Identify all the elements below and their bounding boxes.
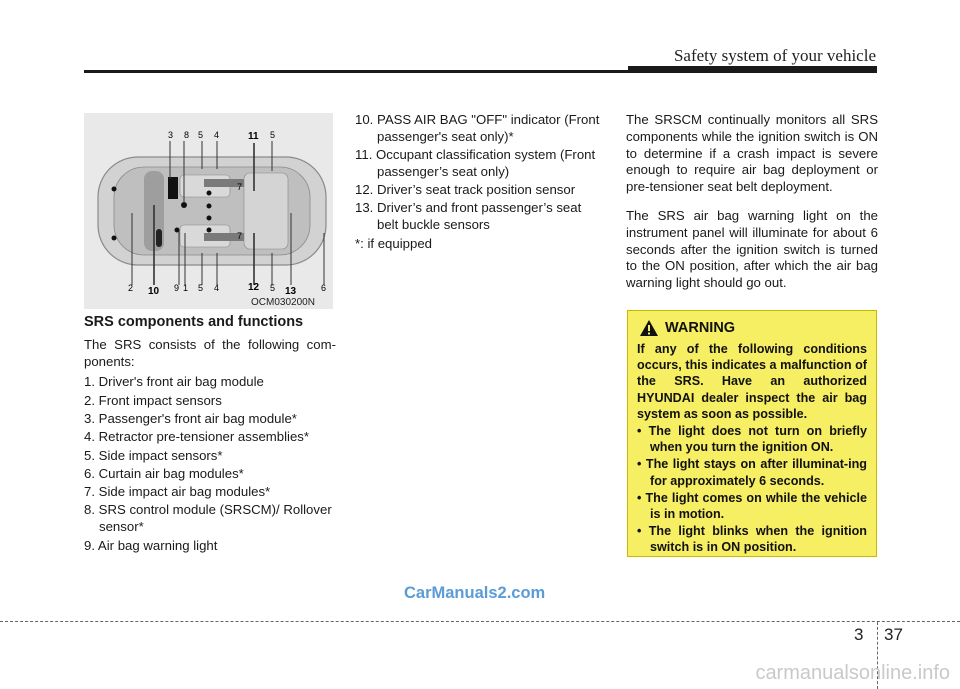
label-7: 7 [237,182,243,192]
chapter-number: 3 [854,625,864,644]
sensor-dot [207,191,212,196]
footer-rule [0,621,960,622]
list-item: 10. PASS AIR BAG "OFF" indicator (Front passenger's seat only)* [355,112,600,144]
label-4: 4 [214,130,220,140]
label-5: 5 [270,130,276,140]
list-item: 5. Side impact sensors* [84,447,223,463]
list-item: 13. Driver’s and front passenger’s seat belt buckle sensors [355,200,582,233]
components-column-2 [355,112,605,254]
components-column [84,314,336,556]
passenger-airbag [168,177,178,199]
list-item: 3. Passenger's front air bag module* [84,410,297,426]
list-item: 2. Front impact sensors [84,392,222,408]
warning-triangle-icon [639,319,659,337]
site-watermark: carmanualsonline.info [755,662,950,684]
bullet-text: The light stays on after illuminat-ing for approximately 6 seconds. [645,457,867,488]
bullet-text: The light does not turn on briefly when you turn the ignition ON. [648,424,867,455]
list-item: 9. Air bag warning light [84,537,218,553]
list-item: 4. Retractor pre-tensioner assemblies* [84,429,310,445]
list-item: 7. Side impact air bag modules* [84,484,271,500]
footnote: *: if equipped [355,235,432,251]
label-1: 1 [183,283,189,293]
label-13: 13 [285,286,297,297]
label-6: 6 [321,283,327,293]
description-column [626,112,878,296]
warning-body [637,341,867,556]
sensor-dot [207,216,212,221]
figure-code: OCM030200N [251,297,315,308]
list-item: 12. Driver’s seat track position sensor [355,182,576,198]
watermark-link[interactable]: CarManuals2.com [404,584,546,602]
label-2: 2 [128,283,134,293]
car-topview-diagram [84,113,333,309]
warning-header [639,319,867,337]
page-number: 37 [884,625,903,644]
sensor-dot [207,228,212,233]
label-5: 5 [198,130,204,140]
warning-title: WARNING [665,320,736,336]
label-11: 11 [248,131,259,142]
label-7: 7 [237,231,243,241]
label-5: 5 [270,283,276,293]
warning-intro: If any of the following conditions occurs, this indicates a malfunction of the SRS. Have an authorized HYUNDAI dealer inspect the air bag system as soon as possible. [637,342,867,421]
srs-diagram [84,113,333,309]
list-item: 11. Occupant classification system (Front passenger’s seat only) [355,147,596,179]
sensor-dot [112,187,117,192]
header-rule-accent [628,66,877,72]
warning-bullet: • The light comes on while the vehicle is in motion. [637,490,867,522]
warning-bullet: • The light stays on after illuminat-ing for approximately 6 seconds. [637,457,867,488]
paragraph: The SRSCM continually monitors all SRS components while the ignition switch is ON to determine if a crash impact is severe enough to require air bag deployment or pre-tensioner seat belt deployment. [626,112,878,195]
label-10: 10 [148,286,160,297]
warning-bullet: • The light blinks when the ignition switch is in ON position. [637,524,867,555]
paragraph: The SRS air bag warning light on the instrument panel will illuminate for about 6 seconds after the ignition switch is turned to the ON position, after which the air bag warning light should go out. [626,207,878,291]
warning-bullet: • The light does not turn on briefly when you turn the ignition ON. [637,424,867,455]
bullet-text: The light comes on while the vehicle is in motion. [645,490,867,522]
list-item: 1. Driver's front air bag module [84,374,264,390]
section-heading: SRS components and functions [84,314,304,330]
intro-text: The SRS consists of the following com-ponents: [84,336,336,369]
list-item: 8. SRS control module (SRSCM)/ Rollover sensor* [84,502,332,535]
list-item: 6. Curtain air bag modules* [84,465,244,481]
bullet-text: The light blinks when the ignition switch is in ON position. [648,524,867,555]
label-9: 9 [174,283,180,293]
label-8: 8 [184,130,190,140]
sensor-dot [207,204,212,209]
header-title: Safety system of your vehicle [673,46,876,65]
label-12: 12 [248,282,260,293]
label-5: 5 [198,283,204,293]
warning-box [627,310,877,557]
driver-airbag [156,229,162,247]
label-3: 3 [168,130,174,140]
seat-rear [244,173,288,249]
label-4: 4 [214,283,220,293]
sensor-dot [112,236,117,241]
